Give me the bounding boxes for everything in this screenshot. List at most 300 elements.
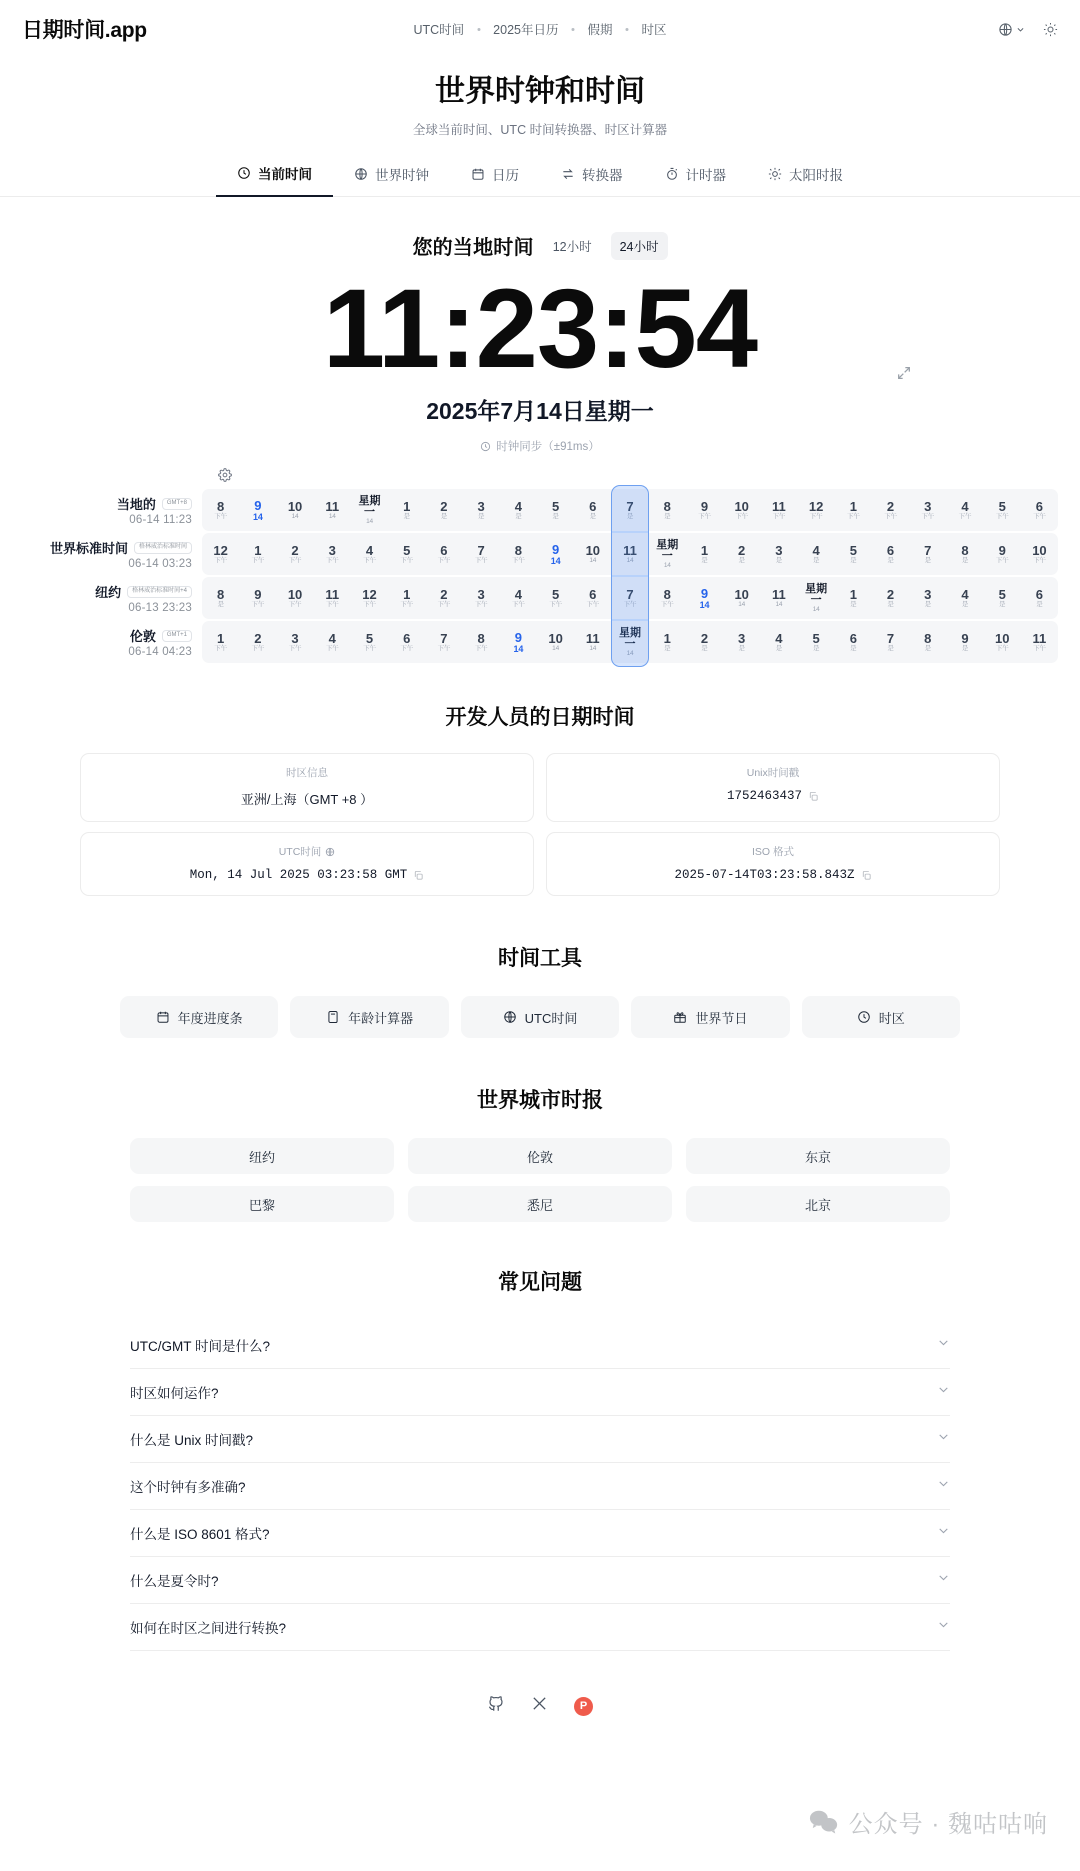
hour-value: 6 xyxy=(849,631,857,646)
timeline-hour-cell[interactable] xyxy=(760,577,797,619)
hour-value: 2 xyxy=(254,631,262,646)
hour-meridiem: 14 xyxy=(552,645,559,653)
timeline-hour-cell[interactable] xyxy=(500,533,537,575)
chevron-down-icon[interactable] xyxy=(937,1571,950,1589)
timeline-hour-cell[interactable] xyxy=(686,533,723,575)
tool-label: 年度进度条 xyxy=(177,1010,243,1026)
hour-value: 3 xyxy=(291,631,299,646)
timeline-hour-cell[interactable] xyxy=(1021,621,1058,663)
timeline-hour-cell[interactable] xyxy=(872,489,909,531)
sun-icon xyxy=(768,167,782,181)
timeline-hour-cell[interactable] xyxy=(1021,577,1058,619)
timeline-hour-cell[interactable] xyxy=(314,621,351,663)
timeline-datetime: 06-14 03:23 xyxy=(128,558,192,571)
hour-value: 6 xyxy=(440,543,448,558)
faq-question: 什么是 Unix 时间戳? xyxy=(130,1433,254,1449)
timeline-hour-track[interactable] xyxy=(202,621,1058,663)
hour-value: 2 xyxy=(440,587,448,602)
timeline-hour-cell[interactable] xyxy=(425,577,462,619)
timeline-hour-cell[interactable] xyxy=(946,621,983,663)
chevron-down-icon[interactable] xyxy=(937,1477,950,1495)
hour-meridiem: 下午 xyxy=(325,645,339,653)
hour-meridiem: 是 xyxy=(961,601,969,609)
tool-label: 时区 xyxy=(878,1010,905,1026)
chevron-down-icon[interactable] xyxy=(937,1430,950,1448)
hour-meridiem: 是 xyxy=(403,513,410,521)
timeline-hour-cell[interactable] xyxy=(202,533,239,575)
timeline-hour-cell[interactable] xyxy=(946,489,983,531)
hour-value: 6 xyxy=(886,543,895,558)
city-button[interactable]: 东京 xyxy=(686,1138,950,1174)
gift-icon xyxy=(673,1010,687,1024)
timeline-rows xyxy=(22,489,1058,663)
theme-toggle[interactable] xyxy=(1043,22,1058,37)
timeline-hour-cell[interactable] xyxy=(649,533,686,575)
hour-meridiem: 下午 xyxy=(809,513,823,521)
city-button[interactable]: 纽约 xyxy=(130,1138,394,1174)
hour-meridiem: 是 xyxy=(738,645,745,653)
timeline-hour-cell[interactable] xyxy=(351,577,388,619)
timeline-hour-cell[interactable] xyxy=(425,533,462,575)
copy-icon[interactable] xyxy=(413,870,424,881)
timeline-hour-cell[interactable] xyxy=(723,533,760,575)
hour-meridiem: 是 xyxy=(961,557,969,565)
top-nav xyxy=(400,20,679,38)
hour-value: 8 xyxy=(216,587,225,602)
globe-icon xyxy=(503,1010,517,1024)
timeline-hour-cell[interactable] xyxy=(314,577,351,619)
timeline-hour-cell[interactable] xyxy=(463,621,500,663)
timezone-timeline xyxy=(0,468,1080,663)
hour-meridiem: 14 xyxy=(513,643,524,654)
timeline-hour-cell[interactable] xyxy=(1021,533,1058,575)
hour-value: 10 xyxy=(734,587,749,602)
faq-item[interactable] xyxy=(130,1322,950,1369)
hour-meridiem: 下午 xyxy=(474,557,488,565)
hour-meridiem: 14 xyxy=(550,555,561,566)
hour-meridiem: 14 xyxy=(738,601,746,609)
hour-meridiem: 14 xyxy=(775,601,783,609)
tab-label: 计时器 xyxy=(685,168,726,183)
timeline-hour-cell[interactable] xyxy=(872,621,909,663)
developer-card-label: 时区信息 xyxy=(286,767,328,780)
tool-button[interactable] xyxy=(120,996,278,1038)
tool-label: UTC时间 xyxy=(524,1010,578,1026)
wechat-watermark xyxy=(809,1804,1048,1839)
faq-section xyxy=(0,1266,1080,1651)
hour-meridiem: 下午 xyxy=(363,645,376,653)
hour-value: 9 xyxy=(700,585,709,601)
x-link[interactable] xyxy=(531,1695,548,1717)
timeline-hour-cell[interactable] xyxy=(537,577,574,619)
top-nav-item-0[interactable]: UTC时间 xyxy=(413,23,465,37)
developer-card-value: 1752463437 xyxy=(557,789,989,803)
faq-item[interactable] xyxy=(130,1604,950,1651)
timeline-settings-button[interactable] xyxy=(218,468,232,487)
developer-card-value: 2025-07-14T03:23:58.843Z xyxy=(557,868,989,882)
hour-meridiem: 下午 xyxy=(698,513,711,521)
hour-meridiem: 下午 xyxy=(1033,557,1046,565)
timeline-hour-cell[interactable] xyxy=(202,577,239,619)
hour-value: 9 xyxy=(700,499,709,514)
hour-value: 6 xyxy=(589,587,597,602)
timeline-hour-cell[interactable] xyxy=(351,621,388,663)
timeline-hour-cell[interactable] xyxy=(723,621,760,663)
timeline-hour-cell[interactable] xyxy=(276,489,313,531)
timeline-hour-cell[interactable] xyxy=(425,621,462,663)
faq-item[interactable] xyxy=(130,1463,950,1510)
hour-value: 1 xyxy=(700,543,709,558)
city-button[interactable]: 伦敦 xyxy=(408,1138,672,1174)
tab-solar-time[interactable] xyxy=(747,163,864,197)
timeline-hour-cell[interactable] xyxy=(351,489,388,531)
hour-value: 8 xyxy=(924,631,932,646)
hour-meridiem: 下午 xyxy=(288,601,302,609)
hour-value: 6 xyxy=(1035,587,1044,602)
hour-meridiem: 下午 xyxy=(772,513,786,521)
hour-value: 11 xyxy=(1032,631,1047,646)
faq-question: 这个时钟有多准确? xyxy=(130,1480,246,1496)
hour-meridiem: 是 xyxy=(775,645,783,653)
chevron-down-icon[interactable] xyxy=(937,1383,950,1401)
brand-logo[interactable]: 日期时间.app xyxy=(22,19,147,42)
timeline-hour-cell[interactable] xyxy=(835,577,872,619)
hour-meridiem: 下午 xyxy=(437,645,451,653)
timeline-hour-cell[interactable] xyxy=(649,489,686,531)
hour-value: 4 xyxy=(328,631,336,646)
tab-label: 日历 xyxy=(492,168,519,183)
faq-item[interactable] xyxy=(130,1416,950,1463)
big-clock xyxy=(0,266,1080,391)
hour-value: 3 xyxy=(924,499,932,514)
tab-current-time[interactable] xyxy=(216,163,333,197)
hour-value: 10 xyxy=(1032,543,1047,558)
tool-button[interactable] xyxy=(461,996,619,1038)
timeline-hour-cell[interactable] xyxy=(463,489,500,531)
timeline-hour-cell[interactable] xyxy=(649,577,686,619)
local-time-section xyxy=(0,197,1080,454)
hour-meridiem: 是 xyxy=(664,513,671,521)
hour-meridiem: 下午 xyxy=(586,601,600,609)
hour-value: 12 xyxy=(362,587,377,602)
timeline-hour-cell[interactable] xyxy=(835,621,872,663)
copy-icon[interactable] xyxy=(861,870,872,881)
timeline-row-header xyxy=(22,489,202,531)
sun-icon xyxy=(1043,22,1058,37)
timeline-city-name: 纽约 xyxy=(95,585,122,601)
hour-meridiem: 下午 xyxy=(623,601,637,609)
top-nav-item-2[interactable]: 假期 xyxy=(587,23,613,37)
timeline-hour-cell[interactable] xyxy=(835,533,872,575)
hour-value: 11 xyxy=(772,587,786,602)
hour-value: 10 xyxy=(994,631,1010,646)
hour-meridiem: 是 xyxy=(626,513,634,521)
timeline-hour-cell[interactable] xyxy=(388,577,425,619)
wechat-icon xyxy=(809,1809,839,1834)
hour-meridiem: 下午 xyxy=(325,601,339,609)
hour-meridiem: 下午 xyxy=(474,645,488,653)
faq-question: 如何在时区之间进行转换? xyxy=(130,1621,287,1637)
timeline-hour-cell[interactable] xyxy=(872,533,909,575)
timeline-row-header xyxy=(22,621,202,663)
top-nav-item-3[interactable]: 时区 xyxy=(641,23,667,37)
timeline-hour-cell[interactable] xyxy=(500,621,537,663)
timeline-hour-cell[interactable] xyxy=(760,489,797,531)
timeline-hour-cell[interactable] xyxy=(984,533,1021,575)
hour-meridiem: 下午 xyxy=(995,645,1009,653)
timeline-hour-cell[interactable] xyxy=(649,621,686,663)
timeline-hour-cell[interactable] xyxy=(202,621,239,663)
producthunt-icon: P xyxy=(574,1697,593,1716)
format-24h-button[interactable]: 24小时 xyxy=(611,232,668,260)
city-button[interactable]: 悉尼 xyxy=(408,1186,672,1222)
timeline-hour-cell[interactable] xyxy=(276,621,313,663)
timeline-hour-cell[interactable] xyxy=(611,577,648,619)
timeline-hour-cell[interactable] xyxy=(835,489,872,531)
timeline-gmt-badge: GMT+8 xyxy=(162,498,192,510)
timeline-hour-cell[interactable] xyxy=(500,489,537,531)
hour-value: 4 xyxy=(961,499,969,514)
hour-meridiem: 下午 xyxy=(251,645,265,653)
timeline-hour-cell[interactable] xyxy=(574,577,611,619)
hour-value: 1 xyxy=(403,587,411,602)
timeline-hour-cell[interactable] xyxy=(1021,489,1058,531)
city-button[interactable]: 巴黎 xyxy=(130,1186,394,1222)
timeline-hour-cell[interactable] xyxy=(723,489,760,531)
timeline-hour-cell[interactable] xyxy=(909,489,946,531)
hour-meridiem: 是 xyxy=(775,557,783,565)
timeline-row-header xyxy=(22,533,202,575)
timeline-hour-cell[interactable] xyxy=(239,533,276,575)
chevron-down-icon xyxy=(1016,25,1025,34)
hour-value: 8 xyxy=(514,543,522,558)
hour-value: 4 xyxy=(812,543,820,558)
hour-value: 10 xyxy=(585,543,601,558)
hour-meridiem: 是 xyxy=(812,557,820,565)
hour-value: 9 xyxy=(961,631,969,646)
timeline-hour-cell[interactable] xyxy=(239,577,276,619)
hour-value: 1 xyxy=(254,543,262,558)
timeline-hour-cell[interactable] xyxy=(388,621,425,663)
weekday-value: 一 xyxy=(624,637,636,650)
hour-value: 1 xyxy=(216,631,225,646)
timeline-hour-cell[interactable] xyxy=(239,489,276,531)
main-tabs xyxy=(0,162,1080,197)
hour-meridiem: 下午 xyxy=(214,557,227,565)
timeline-hour-cell[interactable] xyxy=(276,533,313,575)
timeline-hour-cell[interactable] xyxy=(314,533,351,575)
hour-value: 9 xyxy=(551,541,560,557)
timeline-hour-cell[interactable] xyxy=(760,533,797,575)
hour-value: 4 xyxy=(514,499,522,514)
tab-label: 转换器 xyxy=(582,168,623,183)
hour-value: 5 xyxy=(998,499,1006,514)
hour-value: 2 xyxy=(291,543,299,558)
timeline-hour-cell[interactable] xyxy=(314,489,351,531)
timeline-hour-cell[interactable] xyxy=(537,533,574,575)
hour-meridiem: 下午 xyxy=(251,601,265,609)
timeline-hour-cell[interactable] xyxy=(351,533,388,575)
hour-value: 9 xyxy=(254,587,262,602)
timeline-hour-cell[interactable] xyxy=(798,577,835,619)
local-time-label: 您的当地时间 xyxy=(412,237,534,259)
github-icon xyxy=(487,1695,505,1713)
timeline-city-name: 世界标准时间 xyxy=(49,541,128,557)
timeline-hour-cell[interactable] xyxy=(984,577,1021,619)
timeline-toolbar xyxy=(22,468,1058,487)
timeline-hour-cell[interactable] xyxy=(463,577,500,619)
top-nav-item-1[interactable]: 2025年日历 xyxy=(493,23,559,37)
hour-value: 10 xyxy=(287,587,303,602)
hour-meridiem: 是 xyxy=(664,645,671,653)
timeline-hour-cell[interactable] xyxy=(388,533,425,575)
timeline-hour-cell[interactable] xyxy=(611,533,648,575)
tab-converter[interactable] xyxy=(540,163,644,197)
chevron-down-icon[interactable] xyxy=(937,1618,950,1636)
timeline-hour-cell[interactable] xyxy=(798,533,835,575)
timeline-hour-cell[interactable] xyxy=(760,621,797,663)
timeline-hour-track[interactable] xyxy=(202,533,1058,575)
github-link[interactable] xyxy=(487,1695,505,1718)
timeline-hour-cell[interactable] xyxy=(909,533,946,575)
hour-value: 11 xyxy=(325,587,340,602)
timeline-hour-cell[interactable] xyxy=(872,577,909,619)
timeline-hour-cell[interactable] xyxy=(537,489,574,531)
faq-item[interactable] xyxy=(130,1369,950,1416)
language-switcher[interactable] xyxy=(998,22,1025,37)
weekday-value: 一 xyxy=(661,549,673,562)
city-button[interactable]: 北京 xyxy=(686,1186,950,1222)
tools-row xyxy=(0,996,1080,1038)
timeline-hour-cell[interactable] xyxy=(574,621,611,663)
timeline-hour-cell[interactable] xyxy=(686,621,723,663)
faq-item[interactable] xyxy=(130,1510,950,1557)
hour-value: 1 xyxy=(663,631,671,646)
hour-value: 9 xyxy=(998,543,1006,558)
developer-card-value: 亚洲/上海（GMT +8 ） xyxy=(240,792,374,808)
clock-time: 11:23:54 xyxy=(322,266,758,391)
hour-value: 2 xyxy=(700,631,709,646)
tool-button[interactable] xyxy=(631,996,789,1038)
tool-button[interactable] xyxy=(802,996,960,1038)
timeline-hour-cell[interactable] xyxy=(909,577,946,619)
hour-value: 3 xyxy=(328,543,336,558)
timeline-hour-cell[interactable] xyxy=(574,489,611,531)
faq-item[interactable] xyxy=(130,1557,950,1604)
timeline-hour-track[interactable] xyxy=(202,577,1058,619)
hour-value: 11 xyxy=(623,543,637,558)
hour-value: 8 xyxy=(663,587,671,602)
hour-value: 4 xyxy=(514,587,522,602)
timeline-row xyxy=(22,533,1058,575)
timeline-hour-cell[interactable] xyxy=(686,577,723,619)
timeline-hour-cell[interactable] xyxy=(463,533,500,575)
timeline-hour-track[interactable] xyxy=(202,489,1058,531)
timeline-hour-cell[interactable] xyxy=(946,577,983,619)
hour-value: 7 xyxy=(626,587,634,602)
hour-meridiem: 下午 xyxy=(400,601,413,609)
tab-timer[interactable] xyxy=(644,163,748,197)
tab-world-clock[interactable] xyxy=(333,163,450,197)
timeline-hour-cell[interactable] xyxy=(425,489,462,531)
hour-value: 5 xyxy=(551,499,560,514)
developer-cards xyxy=(0,753,1080,896)
timeline-row xyxy=(22,489,1058,531)
hour-meridiem: 是 xyxy=(440,513,448,521)
hour-meridiem: 是 xyxy=(850,645,857,653)
local-time-header xyxy=(0,231,1080,260)
hour-value: 8 xyxy=(216,499,225,514)
tab-label: 世界时钟 xyxy=(375,168,429,183)
developer-section-title: 开发人员的日期时间 xyxy=(445,706,635,730)
hour-meridiem: 14 xyxy=(589,557,597,565)
copy-icon[interactable] xyxy=(808,791,819,802)
timeline-hour-cell[interactable] xyxy=(500,577,537,619)
timeline-hour-cell[interactable] xyxy=(909,621,946,663)
timeline-hour-cell[interactable] xyxy=(946,533,983,575)
hour-meridiem: 下午 xyxy=(921,513,935,521)
clock-date: 2025年7月14日星期一 xyxy=(426,398,654,425)
hour-value: 12 xyxy=(213,543,228,558)
cities-grid xyxy=(0,1138,1080,1222)
chevron-down-icon[interactable] xyxy=(937,1336,950,1354)
producthunt-link[interactable] xyxy=(574,1697,593,1716)
hour-value: 10 xyxy=(734,499,749,514)
hour-meridiem: 下午 xyxy=(735,513,748,521)
hour-meridiem: 下午 xyxy=(512,601,525,609)
hour-value: 1 xyxy=(849,499,857,514)
hour-meridiem: 下午 xyxy=(400,557,413,565)
hour-meridiem: 下午 xyxy=(847,513,860,521)
timeline-hour-cell[interactable] xyxy=(574,533,611,575)
hour-value: 6 xyxy=(1035,499,1044,514)
hour-meridiem: 下午 xyxy=(512,557,525,565)
hour-value: 3 xyxy=(924,587,932,602)
hour-value: 4 xyxy=(365,543,374,558)
timeline-hour-cell[interactable] xyxy=(537,621,574,663)
clock-icon xyxy=(480,441,491,452)
chevron-down-icon[interactable] xyxy=(937,1524,950,1542)
timeline-hour-cell[interactable] xyxy=(611,621,648,663)
hour-value: 6 xyxy=(403,631,411,646)
timeline-hour-cell[interactable] xyxy=(686,489,723,531)
hour-meridiem: 是 xyxy=(477,513,485,521)
developer-card xyxy=(80,832,534,896)
timeline-hour-cell[interactable] xyxy=(723,577,760,619)
timeline-hour-cell[interactable] xyxy=(984,489,1021,531)
hero-section xyxy=(0,58,1080,138)
tab-calendar[interactable] xyxy=(450,163,540,197)
fullscreen-button[interactable] xyxy=(896,280,912,405)
timeline-hour-cell[interactable] xyxy=(202,489,239,531)
timeline-hour-cell[interactable] xyxy=(984,621,1021,663)
clock-icon xyxy=(237,166,251,180)
timeline-hour-cell[interactable] xyxy=(798,489,835,531)
hour-meridiem: 14 xyxy=(253,511,263,522)
timeline-hour-cell[interactable] xyxy=(239,621,276,663)
developer-card-value: Mon, 14 Jul 2025 03:23:58 GMT xyxy=(91,868,523,882)
timeline-hour-cell[interactable] xyxy=(798,621,835,663)
timeline-hour-cell[interactable] xyxy=(276,577,313,619)
timeline-hour-cell[interactable] xyxy=(611,489,648,531)
timeline-hour-cell[interactable] xyxy=(388,489,425,531)
hour-meridiem: 14 xyxy=(663,561,671,569)
timeline-row xyxy=(22,577,1058,619)
format-12h-button[interactable]: 12小时 xyxy=(552,239,592,254)
tool-button[interactable] xyxy=(290,996,448,1038)
hour-value: 5 xyxy=(998,587,1006,602)
developer-card-label: Unix时间戳 xyxy=(746,767,800,780)
